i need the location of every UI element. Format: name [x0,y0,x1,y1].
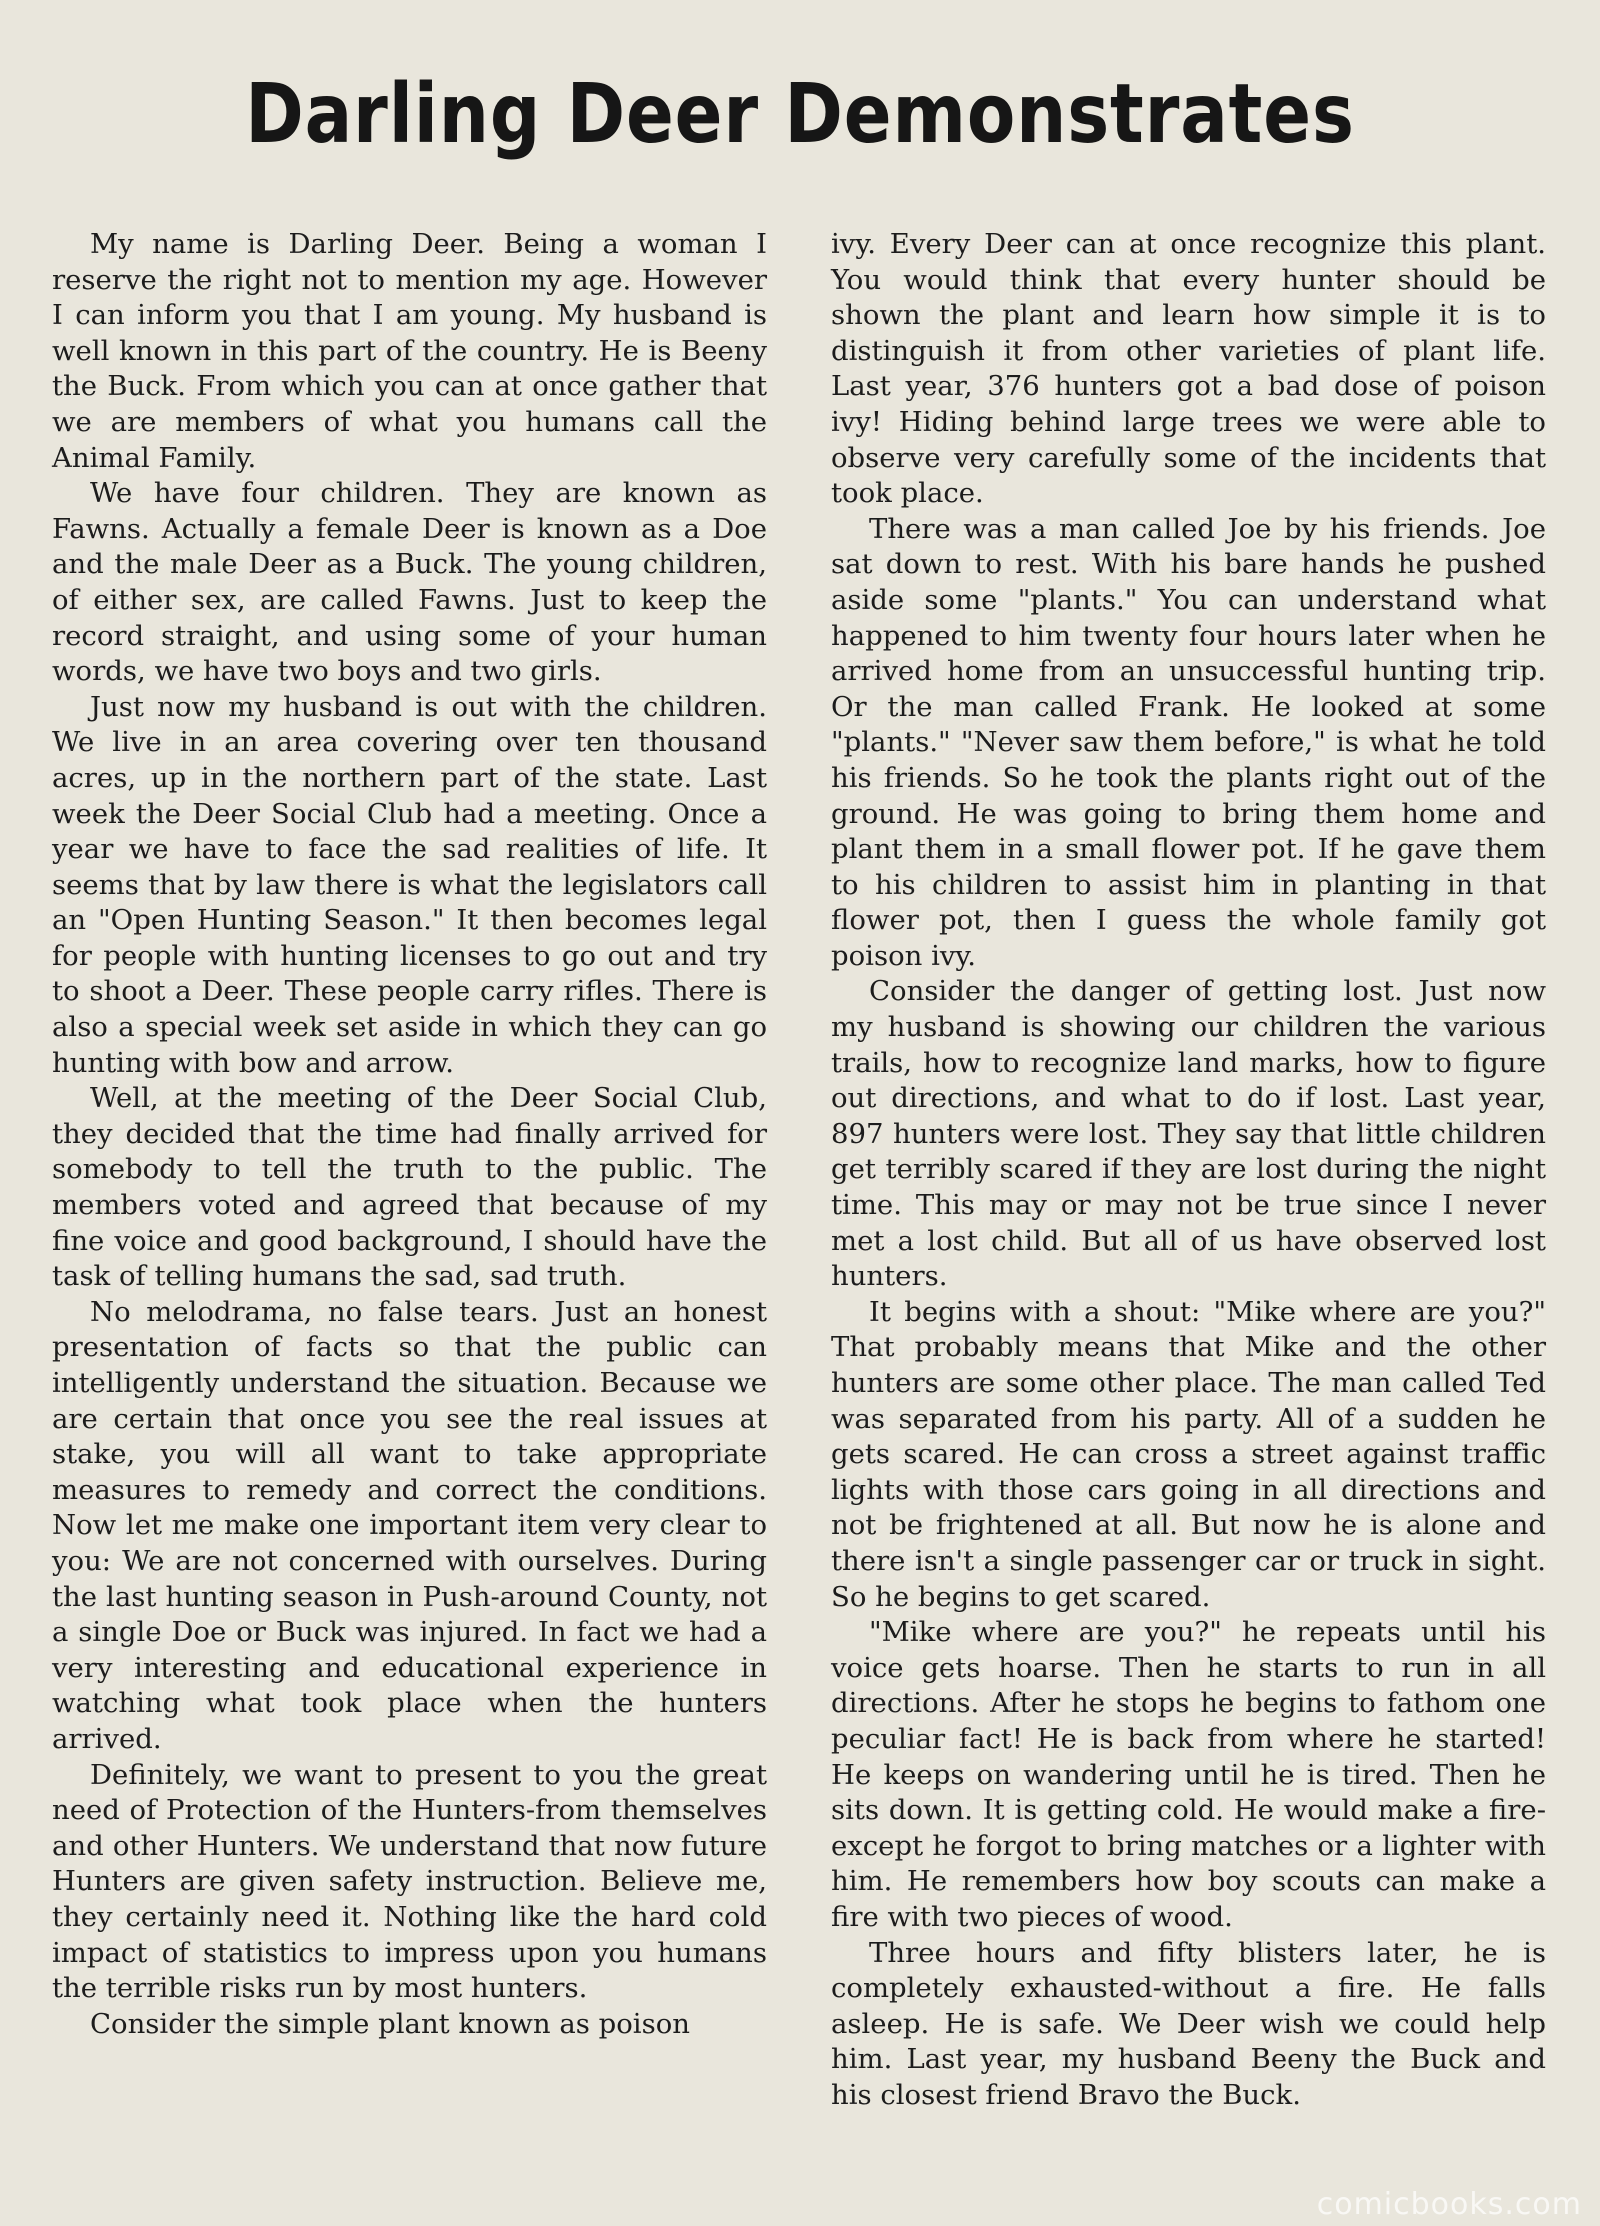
paragraph: Three hours and fifty blisters later, he is completely exhausted-without a fire. He falls asleep. He is safe. We Deer wish we could help him. Last year, my husband Beeny the Buck and his closest friend Bravo the Buck. [831,1936,1546,2111]
paragraph: Just now my husband is out with the children. We live in an area covering over ten thousand acres, up in the northern part of the state. Last week the Deer Social Club had a meeting. Once a year we have to face the sad realities of life. It seems that by law there is what the legislators call an "Open Hunting Season." It then becomes legal for people with hunting licenses to go out and try to shoot a Deer. These people carry rifles. There is also a special week set aside in which they can go hunting with bow and arrow. [52,690,767,1079]
paragraph: Consider the danger of getting lost. Just now my husband is showing our children the various trails, how to recognize land marks, how to figure out directions, and what to do if lost. Last year, 897 hunters were lost. They say that little children get terribly scared if they are lost during the night time. This may or may not be true since I never met a lost child. But all of us have observed lost hunters. [831,975,1546,1293]
paragraph: Definitely, we want to present to you the great need of Protection of the Hunters-from themselves and other Hunters. We understand that now future Hunters are given safety instruction. Believe me, they certainly need it. Nothing like the hard cold impact of statistics to impress upon you humans the terrible risks run by most hunters. [52,1758,767,2005]
paragraph: Consider the simple plant known as poison [90,2007,690,2040]
paragraph: We have four children. They are known as Fawns. Actually a female Deer is known as a Doe and the male Deer as a Buck. The young children, of either sex, are called Fawns. Just to keep the record straight, and using some of your human words, we have two boys and two girls. [52,477,767,688]
paragraph: It begins with a shout: "Mike where are you?" That probably means that Mike and the other hunters are some other place. The man called Ted was separated from his party. All of a sudden he gets scared. He can cross a street against traffic lights with those cars going in all directions and not be frightened at all. But now he is alone and there isn't a single passenger car or truck in sight. So he begins to get scared. [831,1295,1546,1613]
paragraph: "Mike where are you?" he repeats until his voice gets hoarse. Then he starts to run in all directions. After he stops he begins to fathom one peculiar fact! He is back from where he started! He keeps on wandering until he is tired. Then he sits down. It is getting cold. He would make a fire-except he forgot to bring matches or a lighter with him. He remembers how boy scouts can make a fire with two pieces of wood. [831,1616,1546,1933]
left-column [52,227,767,2042]
right-column [831,227,1546,2113]
paragraph: There was a man called Joe by his friends. Joe sat down to rest. With his bare hands he pushed aside some "plants." You can understand what happened to him twenty four hours later when he arrived home from an unsuccessful hunting trip. Or the man called Frank. He looked at some "plants." "Never saw them before," is what he told his friends. So he took the plants right out of the ground. He was going to bring them home and plant them in a small flower pot. If he gave them to his children to assist him in planting in that flower pot, then I guess the whole family got poison ivy. [831,512,1546,972]
paragraph: Well, at the meeting of the Deer Social Club, they decided that the time had finally arrived for somebody to tell the truth to the public. The members voted and agreed that because of my fine voice and good background, I should have the task of telling humans the sad, sad truth. [52,1082,767,1293]
paragraph: My name is Darling Deer. Being a woman I reserve the right not to mention my age. However I can inform you that I am young. My husband is well known in this part of the country. He is Beeny the Buck. From which you can at once gather that we are members of what you humans call the Animal Family. [52,228,767,474]
article-title: Darling Deer Demonstrates [245,66,1355,162]
paragraph: No melodrama, no false tears. Just an honest presentation of facts so that the public can intelligently understand the situation. Because we are certain that once you see the real issues at stake, you will all want to take appropriate measures to remedy and correct the conditions. Now let me make one important item very clear to you: We are not concerned with ourselves. During the last hunting season in Push-around County, not a single Doe or Buck was injured. In fact we had a very interesting and educational experience in watching what took place when the hunters arrived. [52,1295,767,1755]
watermark: comicbooks.com [1316,2187,1582,2222]
paragraph-continued: ivy. Every Deer can at once recognize this plant. You would think that every hunter should be shown the plant and learn how simple it is to distinguish it from other varieties of plant life. Last year, 376 hunters got a bad dose of poison ivy! Hiding behind large trees we were able to observe very carefully some of the incidents that took place. [831,228,1546,510]
